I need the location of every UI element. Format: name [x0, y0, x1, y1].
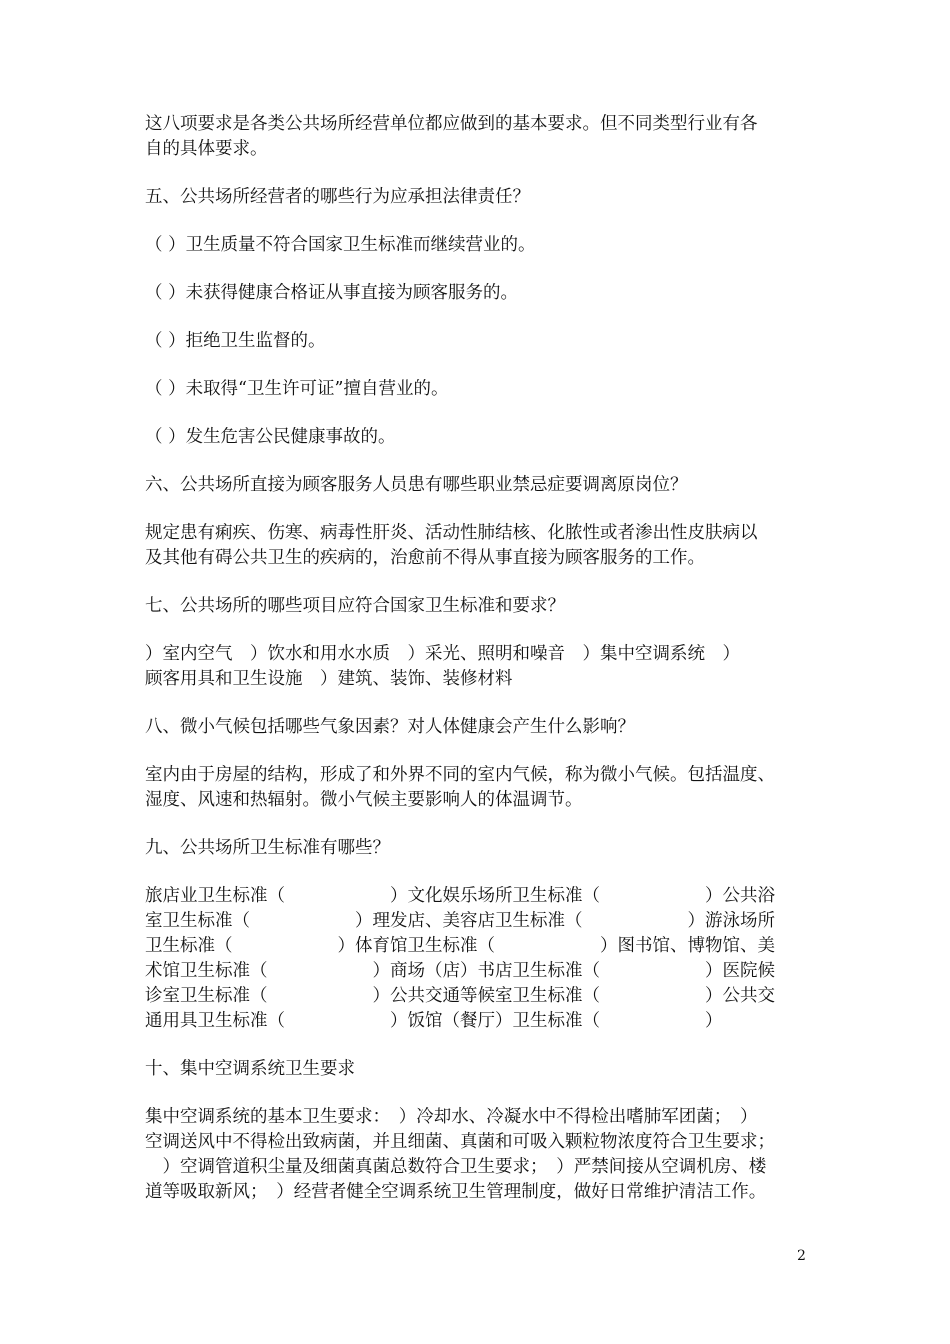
paragraph: [145, 594, 809, 619]
text-line: 顾客用具和卫生设施 ）建筑、装饰、装修材料: [145, 669, 513, 689]
paragraph: [145, 233, 809, 258]
text-line: （ ）发生危害公民健康事故的。: [145, 427, 396, 447]
text-line: （ ）卫生质量不符合国家卫生标准而继续营业的。: [145, 235, 536, 255]
text-line: （ ）未获得健康合格证从事直接为顾客服务的。: [145, 283, 519, 303]
text-line: 术馆卫生标准（ ）商场（店）书店卫生标准（ ）医院候: [145, 961, 775, 981]
text-line: ）室内空气 ）饮水和用水水质 ）采光、照明和噪音 ）集中空调系统 ）: [145, 644, 740, 664]
text-line: 七、公共场所的哪些项目应符合国家卫生标准和要求？: [145, 596, 565, 616]
text-line: 自的具体要求。: [145, 139, 268, 159]
paragraph: [145, 473, 809, 498]
text-line: 旅店业卫生标准（ ）文化娱乐场所卫生标准（ ）公共浴: [145, 886, 775, 906]
text-line: 六、公共场所直接为顾客服务人员患有哪些职业禁忌症要调离原岗位？: [145, 475, 688, 495]
text-line: 湿度、风速和热辐射。微小气候主要影响人的体温调节。: [145, 790, 583, 810]
paragraph: [145, 1057, 809, 1082]
paragraph: [145, 884, 809, 1034]
paragraph: [145, 329, 809, 354]
text-line: 五、公共场所经营者的哪些行为应承担法律责任？: [145, 187, 530, 207]
text-line: 八、微小气候包括哪些气象因素？对人体健康会产生什么影响？: [145, 717, 635, 737]
text-line: 室内由于房屋的结构，形成了和外界不同的室内气候，称为微小气候。包括温度、: [145, 765, 775, 785]
paragraph: [145, 1105, 809, 1205]
text-line: 室卫生标准（ ）理发店、美容店卫生标准（ ）游泳场所: [145, 911, 775, 931]
paragraph: [145, 281, 809, 306]
document-body: [145, 112, 809, 1228]
text-line: 九、公共场所卫生标准有哪些？: [145, 838, 390, 858]
paragraph: [145, 715, 809, 740]
text-line: 卫生标准（ ）体育馆卫生标准（ ）图书馆、博物馆、美: [145, 936, 775, 956]
text-line: 通用具卫生标准（ ）饭馆（餐厅）卫生标准（ ）: [145, 1011, 723, 1031]
paragraph: [145, 425, 809, 450]
paragraph: [145, 112, 809, 162]
paragraph: [145, 377, 809, 402]
paragraph: [145, 836, 809, 861]
paragraph: [145, 185, 809, 210]
text-line: 规定患有痢疾、伤寒、病毒性肝炎、活动性肺结核、化脓性或者渗出性皮肤病以: [145, 523, 758, 543]
text-line: 道等吸取新风； ）经营者健全空调系统卫生管理制度，做好日常维护清洁工作。: [145, 1182, 767, 1202]
text-line: 空调送风中不得检出致病菌，并且细菌、真菌和可吸入颗粒物浓度符合卫生要求；: [145, 1132, 775, 1152]
text-line: 集中空调系统的基本卫生要求： ）冷却水、冷凝水中不得检出嗜肺军团菌； ）: [145, 1107, 758, 1127]
paragraph: [145, 521, 809, 571]
text-line: （ ）未取得“卫生许可证”擅自营业的。: [145, 379, 449, 399]
paragraph: [145, 642, 809, 692]
text-line: 十、集中空调系统卫生要求: [145, 1059, 355, 1079]
paragraph: [145, 763, 809, 813]
text-line: 这八项要求是各类公共场所经营单位都应做到的基本要求。但不同类型行业有各: [145, 114, 758, 134]
text-line: ）空调管道积尘量及细菌真菌总数符合卫生要求； ）严禁间接从空调机房、楼: [145, 1157, 767, 1177]
text-line: 诊室卫生标准（ ）公共交通等候室卫生标准（ ）公共交: [145, 986, 775, 1006]
page-number: 2: [797, 1248, 806, 1264]
text-line: 及其他有碍公共卫生的疾病的，治愈前不得从事直接为顾客服务的工作。: [145, 548, 705, 568]
text-line: （ ）拒绝卫生监督的。: [145, 331, 326, 351]
